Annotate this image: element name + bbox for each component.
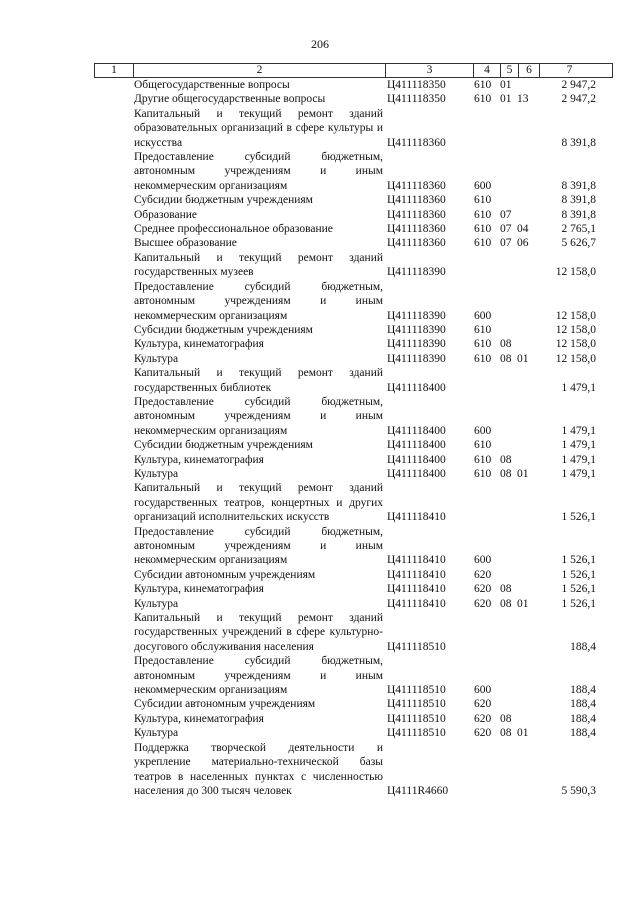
row-col-4: 600 — [474, 424, 492, 437]
row-code: Ц411118400 — [387, 424, 446, 437]
table-row — [94, 236, 613, 250]
table-row — [94, 352, 613, 366]
row-col-5: 08 — [500, 583, 512, 596]
row-name: Культура, кинематография — [134, 338, 264, 351]
table-row — [94, 150, 613, 193]
row-col-1 — [94, 568, 132, 582]
row-code: Ц411118410 — [387, 597, 446, 610]
row-col-4: 620 — [474, 568, 492, 581]
row-col-1 — [94, 582, 132, 596]
row-col-5: 07 — [500, 208, 512, 221]
row-name: Капитальный и текущий ремонт зданий государственных учреждений в сфере культурно-досугового обслуживания населения — [134, 612, 383, 653]
row-name: Культура — [134, 597, 179, 610]
row-name: Субсидии автономным учреждениям — [134, 568, 316, 581]
row-col-1 — [94, 323, 132, 337]
row-name: Культура — [134, 352, 179, 365]
row-amount: 8 391,8 — [561, 208, 596, 221]
row-amount: 188,4 — [570, 727, 596, 740]
row-name: Культура, кинематография — [134, 583, 264, 596]
row-code: Ц411118400 — [387, 453, 446, 466]
row-amount: 188,4 — [570, 712, 596, 725]
table-row — [94, 453, 613, 467]
table-row — [94, 395, 613, 438]
row-col-5: 01 — [500, 93, 512, 106]
table-row — [94, 726, 613, 740]
row-col-1 — [94, 438, 132, 452]
table-row — [94, 525, 613, 568]
row-col-1 — [94, 222, 132, 236]
row-col-1 — [94, 78, 132, 92]
row-col-1 — [94, 712, 132, 726]
row-code: Ц411118390 — [387, 338, 446, 351]
row-amount: 1 526,1 — [561, 554, 596, 567]
row-name: Капитальный и текущий ремонт зданий государственных библиотек — [134, 367, 383, 394]
row-col-5: 08 — [500, 352, 512, 365]
row-amount: 1 479,1 — [561, 424, 596, 437]
row-name: Предоставление субсидий бюджетным, автономным учреждениям и иным некоммерческим организациям — [134, 395, 383, 437]
row-name: Капитальный и текущий ремонт зданий образовательных организаций в сфере культуры и искусства — [134, 107, 383, 149]
row-amount: 1 479,1 — [561, 453, 596, 466]
row-code: Ц411118410 — [387, 511, 446, 524]
row-code: Ц411118360 — [387, 208, 446, 221]
table-row — [94, 222, 613, 236]
row-code: Ц411118400 — [387, 439, 446, 452]
row-name: Капитальный и текущий ремонт зданий государственных театров, концертных и других организаций исполнительских искусств — [134, 482, 383, 524]
row-col-4: 600 — [474, 554, 492, 567]
row-code: Ц411118410 — [387, 583, 446, 596]
row-col-5: 08 — [500, 712, 512, 725]
row-col-5: 07 — [500, 237, 512, 250]
row-col-1 — [94, 467, 132, 481]
table-row — [94, 654, 613, 697]
row-col-6: 06 — [517, 237, 529, 250]
row-col-4: 620 — [474, 727, 492, 740]
table-row — [94, 481, 613, 524]
table-row — [94, 611, 613, 654]
row-name: Поддержка творческой деятельности и укрепление материально-технической базы театров в населенных пунктах с численностью населения до 300 тысяч человек — [134, 741, 383, 797]
row-col-4: 610 — [474, 194, 492, 207]
header-col-6: 6 — [518, 64, 539, 77]
row-col-1 — [94, 208, 132, 222]
header-col-4: 4 — [473, 64, 500, 77]
row-name: Среднее профессиональное образование — [134, 223, 333, 236]
row-col-1 — [94, 395, 132, 438]
row-name: Культура, кинематография — [134, 712, 264, 725]
row-col-4: 620 — [474, 698, 492, 711]
table-row — [94, 712, 613, 726]
row-amount: 1 479,1 — [561, 439, 596, 452]
row-col-4: 610 — [474, 352, 492, 365]
table-row — [94, 741, 613, 799]
row-col-4: 600 — [474, 179, 492, 192]
row-col-6: 01 — [517, 352, 529, 365]
row-col-1 — [94, 726, 132, 740]
header-col-2: 2 — [133, 64, 385, 77]
row-amount: 12 158,0 — [555, 338, 596, 351]
row-code: Ц411118390 — [387, 309, 446, 322]
row-amount: 188,4 — [570, 640, 596, 653]
row-name: Предоставление субсидий бюджетным, автономным учреждениям и иным некоммерческим организациям — [134, 280, 383, 322]
row-col-4: 600 — [474, 684, 492, 697]
row-name: Культура, кинематография — [134, 453, 264, 466]
table-row — [94, 251, 613, 280]
row-col-4: 620 — [474, 597, 492, 610]
header-col-3: 3 — [385, 64, 473, 77]
row-col-6: 01 — [517, 727, 529, 740]
row-col-1 — [94, 251, 132, 280]
row-col-4: 620 — [474, 712, 492, 725]
table-header — [94, 63, 613, 78]
row-col-5: 08 — [500, 467, 512, 480]
row-amount: 1 526,1 — [561, 568, 596, 581]
row-name: Субсидии бюджетным учреждениям — [134, 439, 313, 452]
row-code: Ц411118360 — [387, 136, 446, 149]
row-col-4: 610 — [474, 453, 492, 466]
table-row — [94, 366, 613, 395]
row-col-4: 610 — [474, 93, 492, 106]
row-name: Предоставление субсидий бюджетным, автономным учреждениям и иным некоммерческим организациям — [134, 151, 383, 192]
table-row — [94, 78, 613, 92]
row-code: Ц411118510 — [387, 698, 446, 711]
row-amount: 5 626,7 — [561, 237, 596, 250]
table-row — [94, 697, 613, 711]
row-amount: 12 158,0 — [555, 352, 596, 365]
row-amount: 8 391,8 — [561, 194, 596, 207]
row-amount: 1 479,1 — [561, 381, 596, 394]
row-col-4: 620 — [474, 583, 492, 596]
row-col-1 — [94, 150, 132, 193]
row-code: Ц411118510 — [387, 712, 446, 725]
row-code: Ц411118390 — [387, 323, 446, 336]
row-name: Субсидии бюджетным учреждениям — [134, 323, 313, 336]
row-code: Ц411118410 — [387, 554, 446, 567]
row-amount: 1 526,1 — [561, 597, 596, 610]
row-col-1 — [94, 481, 132, 524]
table-row — [94, 597, 613, 611]
row-code: Ц411118360 — [387, 237, 446, 250]
row-amount: 188,4 — [570, 698, 596, 711]
row-name: Высшее образование — [134, 237, 237, 250]
row-name: Предоставление субсидий бюджетным, автономным учреждениям и иным некоммерческим организациям — [134, 525, 383, 567]
row-amount: 1 526,1 — [561, 511, 596, 524]
row-name: Субсидии бюджетным учреждениям — [134, 194, 313, 207]
header-col-5: 5 — [500, 64, 518, 77]
row-col-5: 08 — [500, 453, 512, 466]
table-row — [94, 323, 613, 337]
row-amount: 12 158,0 — [555, 309, 596, 322]
row-col-4: 610 — [474, 323, 492, 336]
table-row — [94, 208, 613, 222]
table-row — [94, 280, 613, 323]
row-col-1 — [94, 654, 132, 697]
row-col-1 — [94, 525, 132, 568]
table-row — [94, 438, 613, 452]
row-code: Ц411118360 — [387, 179, 446, 192]
row-code: Ц411118400 — [387, 467, 446, 480]
row-amount: 8 391,8 — [561, 136, 596, 149]
table-row — [94, 107, 613, 150]
row-name: Культура — [134, 727, 179, 740]
row-col-4: 600 — [474, 309, 492, 322]
row-name: Образование — [134, 208, 198, 221]
row-code: Ц411118400 — [387, 381, 446, 394]
row-name: Общегосударственные вопросы — [134, 79, 290, 91]
budget-table — [94, 63, 613, 798]
row-col-5: 07 — [500, 223, 512, 236]
row-col-4: 610 — [474, 439, 492, 452]
row-col-1 — [94, 453, 132, 467]
row-name: Капитальный и текущий ремонт зданий государственных музеев — [134, 251, 383, 279]
row-col-5: 01 — [500, 79, 512, 91]
row-name: Предоставление субсидий бюджетным, автономным учреждениям и иным некоммерческим организациям — [134, 655, 383, 697]
header-col-7: 7 — [539, 64, 599, 77]
table-row — [94, 92, 613, 106]
row-col-1 — [94, 92, 132, 106]
table-row — [94, 337, 613, 351]
row-code: Ц411118390 — [387, 266, 446, 279]
row-amount: 8 391,8 — [561, 179, 596, 192]
row-col-4: 610 — [474, 223, 492, 236]
row-col-1 — [94, 697, 132, 711]
row-col-1 — [94, 193, 132, 207]
row-col-4: 610 — [474, 338, 492, 351]
row-amount: 1 526,1 — [561, 583, 596, 596]
table-row — [94, 193, 613, 207]
row-code: Ц411118390 — [387, 352, 446, 365]
row-col-5: 08 — [500, 727, 512, 740]
row-amount: 2 947,2 — [561, 79, 596, 91]
row-col-5: 08 — [500, 597, 512, 610]
row-col-4: 610 — [474, 237, 492, 250]
row-col-1 — [94, 280, 132, 323]
row-code: Ц411118510 — [387, 727, 446, 740]
row-col-1 — [94, 597, 132, 611]
row-col-6: 04 — [517, 223, 529, 236]
row-col-6: 01 — [517, 467, 529, 480]
table-body — [94, 78, 613, 798]
row-name: Другие общегосударственные вопросы — [134, 93, 326, 106]
row-col-1 — [94, 337, 132, 351]
table-row — [94, 582, 613, 596]
row-code: Ц4111R4660 — [387, 784, 449, 797]
row-col-1 — [94, 611, 132, 654]
row-amount: 12 158,0 — [555, 323, 596, 336]
row-code: Ц411118410 — [387, 568, 446, 581]
row-amount: 12 158,0 — [555, 266, 596, 279]
row-col-4: 610 — [474, 79, 492, 91]
row-code: Ц411118350 — [387, 79, 446, 91]
row-name: Культура — [134, 467, 179, 480]
row-code: Ц411118510 — [387, 640, 446, 653]
table-row — [94, 467, 613, 481]
row-code: Ц411118360 — [387, 194, 446, 207]
row-col-6: 01 — [517, 597, 529, 610]
row-amount: 2 947,2 — [561, 93, 596, 106]
row-col-1 — [94, 741, 132, 799]
row-amount: 2 765,1 — [561, 223, 596, 236]
page-number: 206 — [311, 37, 329, 51]
row-col-5: 08 — [500, 338, 512, 351]
row-code: Ц411118510 — [387, 684, 446, 697]
table-row — [94, 568, 613, 582]
row-col-1 — [94, 107, 132, 150]
row-code: Ц411118360 — [387, 223, 446, 236]
row-amount: 5 590,3 — [561, 784, 596, 797]
row-amount: 188,4 — [570, 684, 596, 697]
row-amount: 1 479,1 — [561, 467, 596, 480]
header-col-1: 1 — [111, 64, 117, 76]
row-col-1 — [94, 366, 132, 395]
row-col-4: 610 — [474, 467, 492, 480]
row-code: Ц411118350 — [387, 93, 446, 106]
row-col-1 — [94, 352, 132, 366]
row-col-6: 13 — [517, 93, 529, 106]
row-col-1 — [94, 236, 132, 250]
row-col-4: 610 — [474, 208, 492, 221]
row-name: Субсидии автономным учреждениям — [134, 698, 316, 711]
